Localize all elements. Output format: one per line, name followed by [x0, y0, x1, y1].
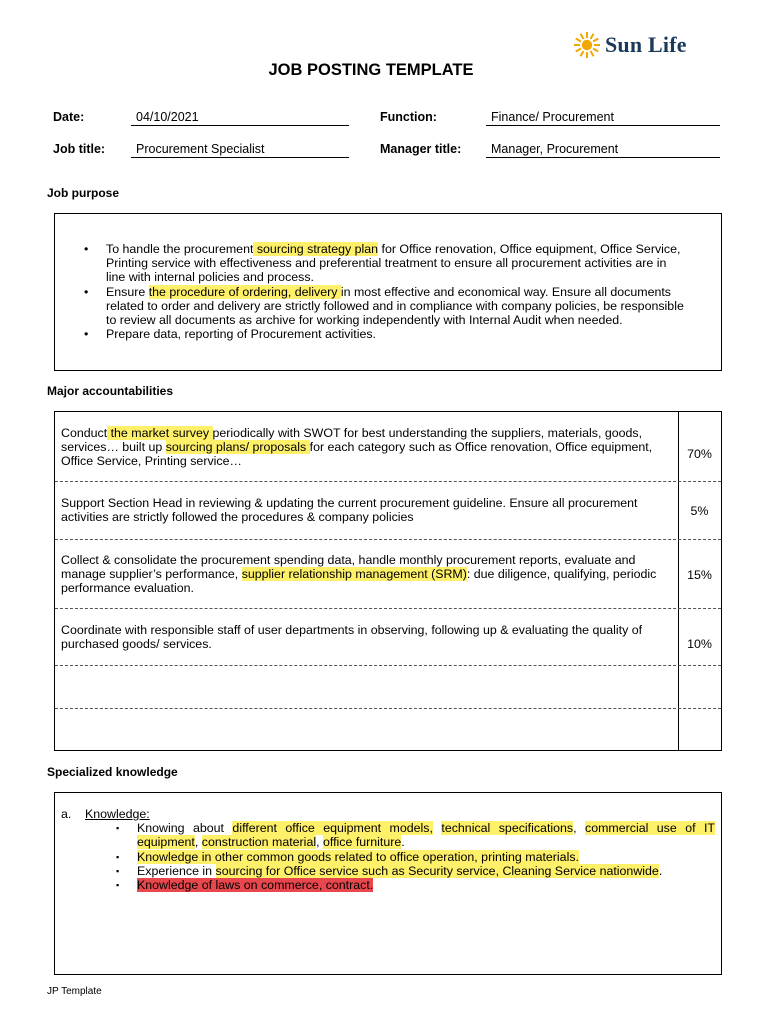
accountability-text: Coordinate with responsible staff of user departments in observing, following up & evaluating the quality of purchased goods/ services. — [61, 623, 643, 652]
accountability-percent: 5% — [690, 504, 709, 518]
table-row — [55, 540, 721, 609]
table-row-empty — [55, 666, 721, 709]
list-item: ▪ Knowing about different office equipment models, technical specifications, commercial use of IT equipment, construction material, office furniture. — [116, 821, 715, 850]
knowledge-heading-line — [61, 807, 715, 821]
job-purpose-list — [55, 242, 685, 341]
list-item: ▪ Knowledge of laws on commerce, contract. — [116, 878, 374, 893]
accountability-percent: 70% — [687, 447, 712, 461]
highlight: sourcing strategy plan — [253, 242, 379, 256]
job-purpose-heading: Job purpose — [47, 186, 120, 200]
highlight: the procedure of ordering, delivery — [148, 284, 341, 299]
function-value: Finance/ Procurement — [486, 109, 720, 126]
accountabilities-table — [54, 411, 722, 751]
job-title-value: Procurement Specialist — [131, 141, 349, 158]
document-title: JOB POSTING TEMPLATE — [268, 61, 474, 79]
table-row — [55, 482, 721, 540]
table-row — [55, 609, 721, 666]
sun-logo-icon — [572, 30, 602, 60]
accountability-text: Support Section Head in reviewing & updating the current procurement guideline. Ensure all procurement activities are strictly followed the procedures & company policies — [61, 496, 638, 525]
logo-text: Sun Life — [605, 32, 687, 57]
table-row-empty — [55, 709, 721, 750]
accountability-percent: 10% — [687, 637, 712, 651]
sun-life-logo — [572, 30, 687, 60]
list-item: ▪ Knowledge in other common goods related to office operation, printing materials. — [116, 849, 579, 864]
accountability-text: Conduct the market survey periodically with SWOT for best understanding the suppliers, materials, goods, services… built up sourcing plans/ proposals for each category such as Office renovation, Office equipment, Office Service, Printing service… — [61, 426, 653, 469]
knowledge-label: Knowledge: — [85, 807, 150, 821]
manager-title-value: Manager, Procurement — [486, 141, 720, 158]
list-item: • Prepare data, reporting of Procurement activities. — [84, 327, 376, 342]
major-accountabilities-heading: Major accountabilities — [47, 384, 174, 398]
job-purpose-box — [54, 213, 722, 371]
specialized-knowledge-box — [54, 792, 722, 975]
date-value: 04/10/2021 — [131, 109, 349, 126]
function-label: Function: — [380, 110, 437, 124]
date-label: Date: — [53, 110, 85, 124]
accountability-percent: 15% — [687, 568, 712, 582]
list-item: ▪ Experience in sourcing for Office service such as Security service, Cleaning Service nationwide. — [116, 863, 663, 878]
list-item: • To handle the procurement sourcing strategy plan for Office renovation, Office equipment, Office Service, Printing service with effectiveness and preferential treatment to ensure all procurement activities are in line with internal policies and process. — [84, 242, 681, 285]
specialized-knowledge-heading: Specialized knowledge — [47, 765, 178, 779]
manager-title-label: Manager title: — [380, 142, 462, 156]
footer-text: JP Template — [47, 986, 102, 997]
knowledge-content — [61, 807, 715, 892]
accountability-text: Collect & consolidate the procurement spending data, handle monthly procurement reports, evaluate and manage supplier’s performance, supplier relationship management (SRM): due diligence, qualifying, periodic performance evaluation. — [61, 553, 657, 596]
table-row — [55, 412, 721, 482]
job-title-label: Job title: — [53, 142, 106, 156]
list-marker: a. — [61, 807, 72, 821]
list-item: • Ensure the procedure of ordering, delivery in most effective and economical way. Ensure all documents related to order and delivery are strictly followed and in compliance with company policies, be responsible to review all documents as archive for working independently with Internal Audit when needed. — [84, 284, 684, 328]
